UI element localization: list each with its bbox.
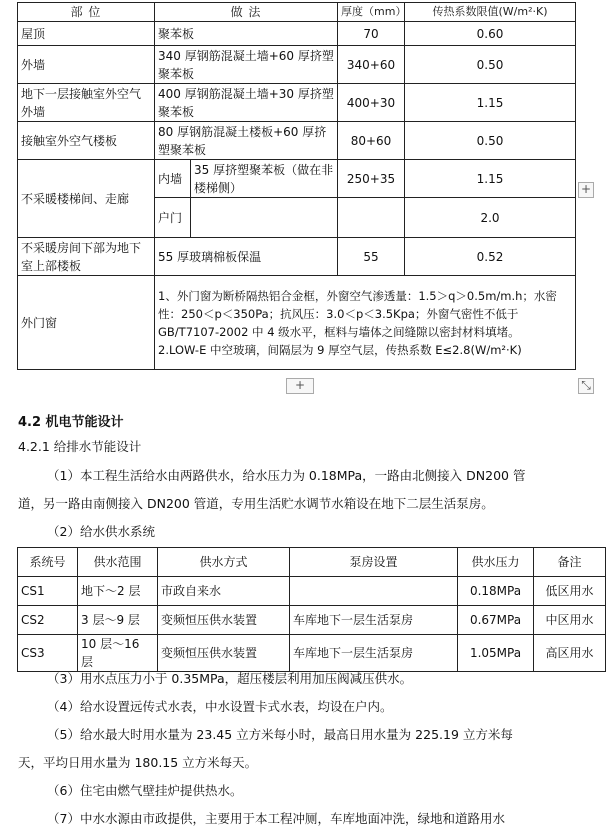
table-cell: 10 层～16 层 <box>78 635 158 672</box>
table-cell: 车库地下一层生活泵房 <box>290 606 458 635</box>
paragraph: 道，另一路由南侧接入 DN200 管道，专用生活贮水调节水箱设在地下二层生活泵房。 <box>18 496 494 511</box>
cell-k: 0.52 <box>405 238 576 276</box>
table-cell: CS1 <box>18 577 78 606</box>
header-cell: 供水压力 <box>458 548 534 577</box>
section-title: 4.2 机电节能设计 <box>18 415 124 430</box>
cell-thickness: 55 <box>338 238 405 276</box>
table-cell: 变频恒压供水装置 <box>158 635 290 672</box>
table-cell: CS3 <box>18 635 78 672</box>
window-text-2: 2.LOW-E 中空玻璃，间隔层为 9 厚空气层，传热系数 E≤2.8(W/m²·K) <box>158 342 522 357</box>
cell-thickness: 340+60 <box>338 46 405 84</box>
cell-part: 地下一层接触室外空气外墙 <box>18 84 155 122</box>
cell-method: 80 厚钢筋混凝土楼板+60 厚挤塑聚苯板 <box>155 122 338 160</box>
cell-method: 55 厚玻璃棉板保温 <box>155 238 338 276</box>
table-cell: 3 层～9 层 <box>78 606 158 635</box>
add-column-button[interactable]: + <box>578 182 594 198</box>
cell-part: 外墙 <box>18 46 155 84</box>
cell-thickness <box>338 198 405 238</box>
table-cell: 市政自来水 <box>158 577 290 606</box>
header-cell: 系统号 <box>18 548 78 577</box>
table-cell: 0.18MPa <box>458 577 534 606</box>
cell-k: 0.50 <box>405 122 576 160</box>
paragraph: 天，平均日用水量为 180.15 立方米每天。 <box>18 755 258 770</box>
cell-k: 1.15 <box>405 84 576 122</box>
header-cell: 备注 <box>534 548 606 577</box>
cell-part: 屋顶 <box>18 22 155 46</box>
cell-sub: 户门 <box>155 198 191 238</box>
cell-part: 接触室外空气楼板 <box>18 122 155 160</box>
table-resize-handle[interactable]: ⤡ <box>578 378 594 394</box>
cell-method: 400 厚钢筋混凝土墙+30 厚挤塑聚苯板 <box>155 84 338 122</box>
table-cell: 1.05MPa <box>458 635 534 672</box>
table-cell: CS2 <box>18 606 78 635</box>
cell-k: 0.60 <box>405 22 576 46</box>
table-cell: 低区用水 <box>534 577 606 606</box>
cell-part: 不采暖楼梯间、走廊 <box>18 160 155 238</box>
cell-k: 1.15 <box>405 160 576 198</box>
cell-thickness: 400+30 <box>338 84 405 122</box>
paragraph: （2）给水供水系统 <box>47 524 155 539</box>
paragraph: （1）本工程生活给水由两路供水，给水压力为 0.18MPa，一路由北侧接入 DN200 管 <box>47 468 526 483</box>
subsection-title: 4.2.1 给排水节能设计 <box>18 439 142 454</box>
header-cell: 供水范围 <box>78 548 158 577</box>
add-row-button[interactable]: + <box>286 378 314 394</box>
paragraph: （6）住宅由燃气壁挂炉提供热水。 <box>47 783 243 798</box>
cell-k: 2.0 <box>405 198 576 238</box>
table-cell: 车库地下一层生活泵房 <box>290 635 458 672</box>
header-k: 传热系数限值(W/m²·K) <box>405 3 576 22</box>
table-cell: 变频恒压供水装置 <box>158 606 290 635</box>
header-cell: 供水方式 <box>158 548 290 577</box>
header-part: 部 位 <box>18 3 155 22</box>
paragraph: （4）给水设置远传式水表，中水设置卡式水表，均设在户内。 <box>47 699 393 714</box>
cell-thickness: 70 <box>338 22 405 46</box>
cell-k: 0.50 <box>405 46 576 84</box>
cell-window-text <box>155 276 576 370</box>
paragraph: （3）用水点压力小于 0.35MPa，超压楼层利用加压阀减压供水。 <box>47 671 413 686</box>
cell-part: 外门窗 <box>18 276 155 370</box>
table-cell: 0.67MPa <box>458 606 534 635</box>
window-text-1: 1、外门窗为断桥隔热铝合金框，外窗空气渗透量：1.5＞q＞0.5m/m.h；水密性：250＜p＜350Pa；抗风压：3.0＜p＜3.5Kpa；外窗气密性不低于 GB/T7107-2002 中 4 级水平，框料与墙体之间缝隙以密封材料填堵。 <box>158 288 557 339</box>
header-thickness: 厚度（mm） <box>338 3 405 22</box>
header-cell: 泵房设置 <box>290 548 458 577</box>
cell-method: 聚苯板 <box>155 22 338 46</box>
table-cell: 高区用水 <box>534 635 606 672</box>
cell-method: 35 厚挤塑聚苯板（做在非楼梯侧） <box>191 160 338 198</box>
paragraph: （7）中水水源由市政提供，主要用于本工程冲厕，车库地面冲洗，绿地和道路用水 <box>47 811 505 826</box>
cell-method <box>191 198 338 238</box>
cell-thickness: 80+60 <box>338 122 405 160</box>
table-cell: 中区用水 <box>534 606 606 635</box>
table-cell: 地下～2 层 <box>78 577 158 606</box>
cell-part: 不采暖房间下部为地下室上部楼板 <box>18 238 155 276</box>
header-method: 做 法 <box>155 3 338 22</box>
envelope-table <box>17 2 576 370</box>
table-cell <box>290 577 458 606</box>
paragraph: （5）给水最大时用水量为 23.45 立方米每小时，最高日用水量为 225.19 立方米每 <box>47 727 513 742</box>
cell-sub: 内墙 <box>155 160 191 198</box>
water-supply-table <box>17 547 606 672</box>
cell-method: 340 厚钢筋混凝土墙+60 厚挤塑聚苯板 <box>155 46 338 84</box>
cell-thickness: 250+35 <box>338 160 405 198</box>
